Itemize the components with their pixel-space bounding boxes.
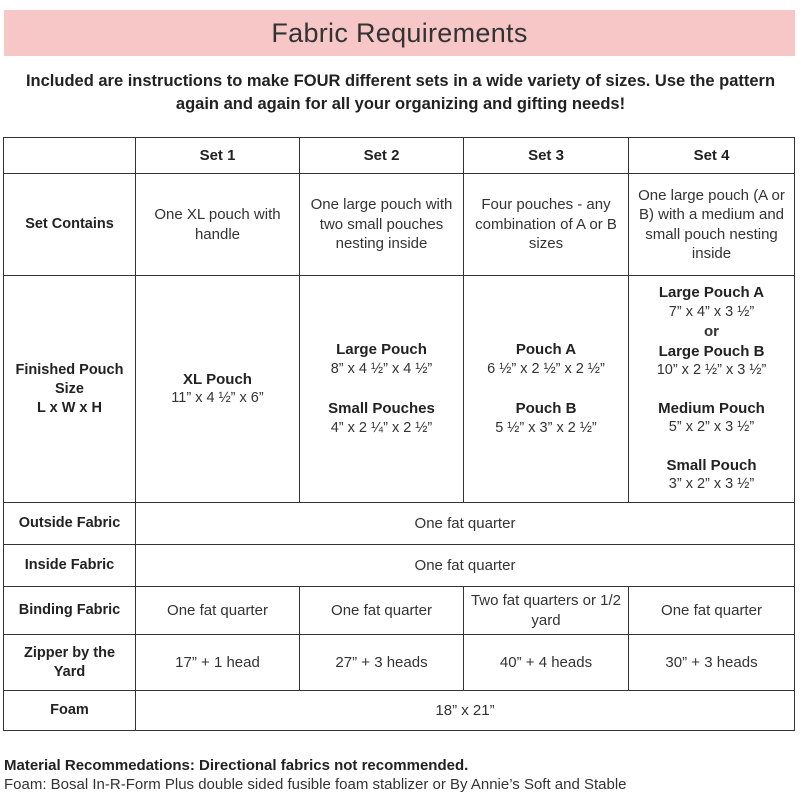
set-2-contains: One large pouch with two small pouches nesting inside: [300, 174, 464, 276]
header-set-2: Set 2: [300, 138, 464, 174]
pouch-a-dims: 6 ½” x 2 ½” x 2 ½”: [487, 360, 605, 377]
large-pouch-b-dims: 10” x 2 ½” x 3 ½”: [656, 362, 767, 379]
xl-pouch-name: XL Pouch: [183, 370, 252, 388]
foam-row: [4, 691, 795, 731]
small-pouches-dims: 4” x 2 ¼” x 2 ½”: [330, 419, 433, 436]
row-label-foam: Foam: [4, 691, 136, 731]
fabric-requirements-table: [3, 137, 795, 731]
header-row: [4, 138, 795, 174]
large-pouch-b-name: Large Pouch B: [658, 342, 765, 360]
small-pouch-name: Small Pouch: [666, 456, 757, 474]
pouch-b-name: Pouch B: [515, 400, 577, 417]
set-4-sizes: [629, 276, 795, 503]
set-3-zipper: 40” + 4 heads: [464, 635, 629, 691]
outside-fabric-value: One fat quarter: [136, 503, 795, 545]
set-2-sizes: [300, 276, 464, 503]
outside-fabric-row: [4, 503, 795, 545]
set-3-contains: Four pouches - any combination of A or B sizes: [464, 174, 629, 276]
binding-fabric-row: [4, 587, 795, 635]
set-2-zipper: 27” + 3 heads: [300, 635, 464, 691]
foam-note: Foam: Bosal In-R-Form Plus double sided fusible foam stablizer or By Annie’s Soft and Stable: [4, 776, 627, 793]
zipper-row: [4, 635, 795, 691]
pouch-b-dims: 5 ½” x 3” x 2 ½”: [495, 419, 597, 436]
medium-pouch-name: Medium Pouch: [658, 399, 765, 417]
set-1-contains: One XL pouch with handle: [136, 174, 300, 276]
row-label-finished-size: [4, 276, 136, 503]
row-label-zipper: Zipper by the Yard: [4, 635, 136, 691]
header-set-1: Set 1: [136, 138, 300, 174]
page-title: Fabric Requirements: [271, 17, 528, 48]
set-1-zipper: 17” + 1 head: [136, 635, 300, 691]
set-1-sizes: [136, 276, 300, 503]
finished-size-units: L x W x H: [37, 399, 102, 416]
pouch-a-name: Pouch A: [515, 341, 577, 358]
recommendation-note: Material Recommedations: Directional fabrics not recommended.: [4, 757, 469, 774]
large-pouch-name: Large Pouch: [336, 341, 427, 358]
intro-text: Included are instructions to make FOUR different sets in a wide variety of sizes. Use the pattern again and again for all your organizing and gifting needs!: [25, 72, 776, 113]
set-2-binding: One fat quarter: [300, 587, 464, 635]
foam-value: 18” x 21”: [136, 691, 795, 731]
row-label-inside-fabric: Inside Fabric: [4, 545, 136, 587]
set-4-contains: One large pouch (A or B) with a medium and small pouch nesting inside: [629, 174, 795, 276]
large-pouch-a-name: Large Pouch A: [658, 284, 765, 302]
header-set-3: Set 3: [464, 138, 629, 174]
medium-pouch-dims: 5” x 2” x 3 ½”: [668, 419, 755, 436]
or-separator: or: [704, 323, 719, 341]
inside-fabric-row: [4, 545, 795, 587]
small-pouches-name: Small Pouches: [328, 400, 435, 417]
set-4-zipper: 30” + 3 heads: [629, 635, 795, 691]
material-notes: [4, 756, 799, 794]
finished-size-row: [4, 276, 795, 503]
large-pouch-a-dims: 7” x 4” x 3 ½”: [668, 303, 755, 320]
row-label-binding-fabric: Binding Fabric: [4, 587, 136, 635]
finished-size-label: Finished Pouch Size: [15, 361, 124, 397]
inside-fabric-value: One fat quarter: [136, 545, 795, 587]
set-contains-row: [4, 174, 795, 276]
title-banner: [4, 10, 795, 56]
small-pouch-dims: 3” x 2” x 3 ½”: [668, 476, 755, 493]
set-1-binding: One fat quarter: [136, 587, 300, 635]
header-set-4: Set 4: [629, 138, 795, 174]
set-4-binding: One fat quarter: [629, 587, 795, 635]
set-3-binding: Two fat quarters or 1/2 yard: [464, 587, 629, 635]
large-pouch-dims: 8” x 4 ½” x 4 ½”: [330, 360, 433, 377]
row-label-set-contains: Set Contains: [4, 174, 136, 276]
xl-pouch-dims: 11” x 4 ½” x 6”: [171, 390, 264, 406]
row-label-outside-fabric: Outside Fabric: [4, 503, 136, 545]
set-3-sizes: [464, 276, 629, 503]
corner-cell: [4, 138, 136, 174]
